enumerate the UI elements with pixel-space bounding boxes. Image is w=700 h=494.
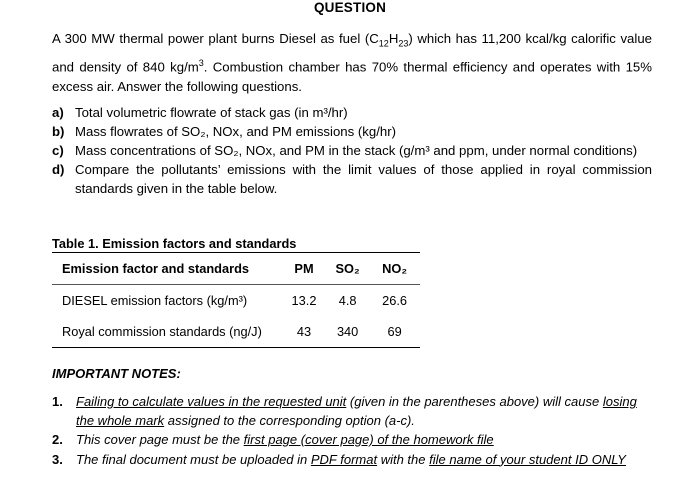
table-header-cell: Emission factor and standards bbox=[62, 261, 250, 276]
problem-statement bbox=[52, 29, 652, 97]
question-text: Mass concentrations of SO₂, NOx, and PM in the stack (g/m³ and ppm, under normal conditions) bbox=[75, 143, 638, 158]
note-underlined: file name of your student ID ONLY bbox=[429, 451, 626, 467]
note-plain: assigned to the corresponding option (a-c). bbox=[164, 412, 415, 428]
note-label: 2. bbox=[52, 432, 63, 447]
table-cell: DIESEL emission factors (kg/m³) bbox=[62, 293, 248, 308]
question-label: c) bbox=[52, 143, 64, 158]
note-plain: The final document must be uploaded in bbox=[76, 451, 311, 467]
question-label: a) bbox=[52, 105, 64, 120]
question-list bbox=[52, 104, 652, 199]
note-label: 1. bbox=[52, 394, 63, 409]
question-item-c bbox=[52, 142, 652, 161]
intro-text-a: A 300 MW thermal power plant burns Diesel as fuel (C bbox=[52, 31, 379, 46]
table-header-cell: NO₂ bbox=[382, 261, 408, 276]
emission-table bbox=[52, 252, 420, 348]
note-underlined: losing the whole mark bbox=[76, 394, 637, 428]
note-underlined: first page (cover page) of the homework file bbox=[243, 432, 494, 447]
question-text: Compare the pollutants’ emissions with the limit values of those applied in royal commission standards given in the table below. bbox=[75, 162, 652, 196]
table-cell: 26.6 bbox=[382, 293, 408, 308]
note-item-1 bbox=[52, 393, 652, 430]
table-row bbox=[52, 285, 420, 317]
table-cell: 43 bbox=[296, 324, 312, 339]
question-label: d) bbox=[52, 162, 65, 177]
intro-text-d: . Combustion chamber has 70% thermal efficiency and operates with 15% excess air. Answer the following questions. bbox=[52, 59, 652, 95]
note-underlined: Failing to calculate values in the requested unit bbox=[76, 394, 347, 409]
table-header-cell: PM bbox=[294, 261, 314, 276]
notes-title: IMPORTANT NOTES: bbox=[52, 366, 181, 381]
question-item-d bbox=[52, 161, 652, 198]
note-plain: (given in the parentheses above) will cause bbox=[346, 394, 603, 409]
question-item-a bbox=[52, 104, 652, 123]
intro-subscript-hydrogen: 23 bbox=[398, 38, 409, 49]
table-cell: 69 bbox=[387, 324, 402, 339]
note-item-3 bbox=[52, 451, 652, 470]
question-text: Total volumetric flowrate of stack gas (in m³/hr) bbox=[75, 105, 348, 120]
question-label: b) bbox=[52, 124, 65, 139]
table-header-cell: SO₂ bbox=[335, 261, 360, 276]
note-item-2 bbox=[52, 431, 652, 450]
note-underlined: PDF format bbox=[310, 451, 378, 467]
table-cell: Royal commission standards (ng/J) bbox=[62, 324, 262, 339]
note-label: 3. bbox=[52, 451, 63, 467]
table-row bbox=[52, 316, 420, 348]
note-text bbox=[76, 431, 652, 450]
notes-list bbox=[52, 393, 652, 470]
intro-text-b: H bbox=[388, 31, 399, 46]
note-text bbox=[76, 393, 652, 430]
table-cell: 13.2 bbox=[291, 293, 317, 308]
table-caption: Table 1. Emission factors and standards bbox=[52, 236, 297, 251]
note-text bbox=[76, 451, 652, 470]
intro-superscript: 3 bbox=[198, 58, 204, 69]
table-cell: 4.8 bbox=[338, 293, 357, 308]
intro-subscript-carbon: 12 bbox=[378, 38, 389, 49]
page-title: QUESTION bbox=[313, 0, 387, 15]
note-plain: This cover page must be the bbox=[76, 432, 244, 447]
intro-text-c: ) which has 11,200 kcal/kg calorific value and density of 840 kg/m bbox=[52, 31, 652, 75]
note-plain: with the bbox=[377, 451, 430, 467]
question-item-b bbox=[52, 123, 652, 142]
table-header-row bbox=[52, 253, 420, 285]
table-cell: 340 bbox=[336, 324, 359, 339]
question-text: Mass flowrates of SO₂, NOx, and PM emissions (kg/hr) bbox=[75, 124, 396, 139]
